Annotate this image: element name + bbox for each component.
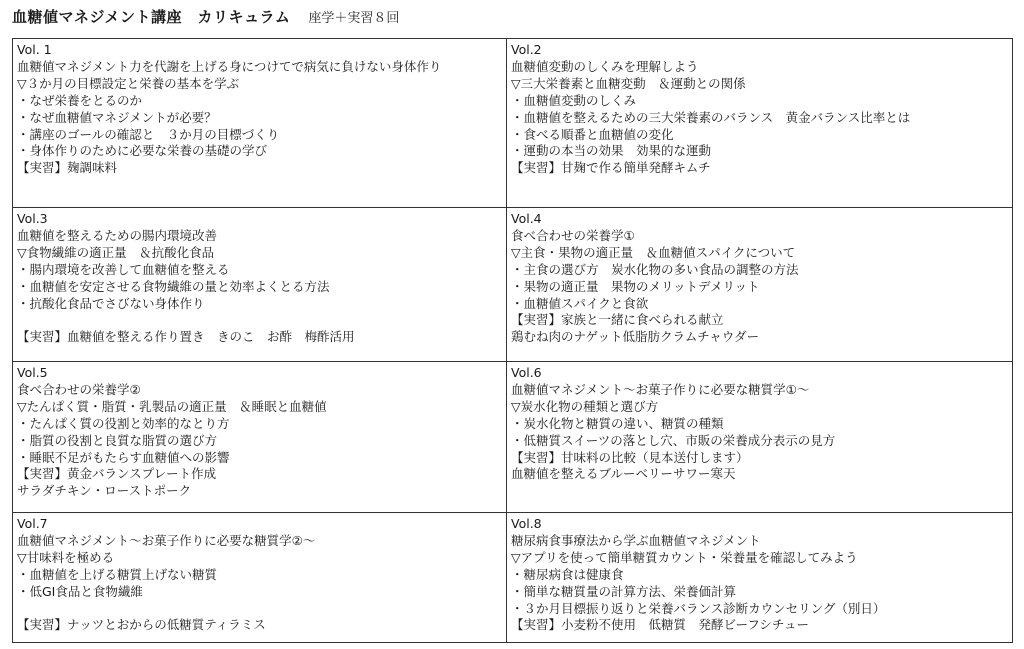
session-vol: Vol.3 xyxy=(17,211,48,226)
session-item: ・簡単な糖質量の計算方法、栄養価計算 xyxy=(511,583,737,599)
session-topic: ▽主食・果物の適正量 ＆血糖値スパイクについて xyxy=(511,244,796,260)
session-item: ・食べる順番と血糖値の変化 xyxy=(511,126,674,142)
session-item: ・３か月目標振り返りと栄養バランス診断カウンセリング（別日） xyxy=(511,600,886,616)
session-vol: Vol.5 xyxy=(17,365,48,380)
curriculum-table xyxy=(12,38,1013,643)
session-theme: 血糖値を整えるための腸内環境改善 xyxy=(17,227,218,243)
session-item: ・血糖値スパイクと食欲 xyxy=(511,295,649,311)
session-theme: 血糖値マネジメント力を代謝を上げる身につけてで病気に負けない身体作り xyxy=(17,58,442,74)
session-theme: 血糖値マネジメント～お菓子作りに必要な糖質学②～ xyxy=(17,532,316,548)
session-vol: Vol.8 xyxy=(511,516,542,531)
session-cell-6 xyxy=(507,362,1012,513)
blank-line xyxy=(17,601,501,618)
session-item: ・血糖値変動のしくみ xyxy=(511,92,637,108)
session-vol: Vol. 1 xyxy=(17,42,52,57)
session-item: ・なぜ血糖値マネジメントが必要？ xyxy=(17,109,217,125)
session-item: ・睡眠不足がもたらす血糖値への影響 xyxy=(17,449,230,465)
session-recipe: 鶏むね肉のナゲット低脂肪クラムチャウダー xyxy=(511,329,760,345)
session-cell-3 xyxy=(13,208,507,362)
session-item: ・主食の選び方 炭水化物の多い食品の調整の方法 xyxy=(511,261,799,277)
blank-line xyxy=(17,312,501,329)
session-recipe: サラダチキン・ローストポーク xyxy=(17,483,192,499)
session-practice: 【実習】家族と一緒に食べられる献立 xyxy=(511,312,724,328)
session-practice: 【実習】甘麹で作る簡単発酵キムチ xyxy=(511,160,711,176)
session-practice: 【実習】血糖値を整える作り置き きのこ お酢 梅酢活用 xyxy=(17,329,355,345)
session-cell-4 xyxy=(507,208,1012,362)
session-cell-1 xyxy=(13,39,507,208)
session-cell-7 xyxy=(13,513,507,642)
page-subtitle: 座学＋実習８回 xyxy=(308,11,400,26)
session-practice: 【実習】麹調味料 xyxy=(17,160,118,176)
session-theme: 糖尿病食事療法から学ぶ血糖値マネジメント xyxy=(511,532,761,548)
session-item: ・低糖質スイーツの落とし穴、市販の栄養成分表示の見方 xyxy=(511,432,836,448)
session-topic: ▽たんぱく質・脂質・乳製品の適正量 ＆睡眠と血糖値 xyxy=(17,398,327,414)
session-cell-2 xyxy=(507,39,1012,208)
session-item: ・炭水化物と糖質の違い、糖質の種類 xyxy=(511,415,724,431)
session-theme: 食べ合わせの栄養学① xyxy=(511,227,635,243)
session-item: ・血糖値を整えるための三大栄養素のバランス 黄金バランス比率とは xyxy=(511,109,911,125)
session-item: ・抗酸化食品でさびない身体作り xyxy=(17,295,205,311)
session-item: ・身体作りのために必要な栄養の基礎の学び xyxy=(17,143,268,159)
session-topic: ▽アプリを使って簡単糖質カウント・栄養量を確認してみよう xyxy=(511,549,858,565)
session-practice: 【実習】甘味料の比較（見本送付します） xyxy=(511,449,749,465)
session-theme: 血糖値マネジメント～お菓子作りに必要な糖質学①～ xyxy=(511,381,810,397)
session-cell-8 xyxy=(507,513,1012,642)
session-topic: ▽炭水化物の種類と選び方 xyxy=(511,398,659,414)
session-item: ・糖尿病食は健康食 xyxy=(511,566,624,582)
session-cell-5 xyxy=(13,362,507,513)
session-item: ・運動の本当の効果 効果的な運動 xyxy=(511,143,712,159)
session-recipe: 血糖値を整えるブルーベリーサワー寒天 xyxy=(511,466,736,482)
session-vol: Vol.6 xyxy=(511,365,542,380)
session-item: ・血糖値を上げる糖質上げない糖質 xyxy=(17,566,218,582)
page-header xyxy=(12,6,399,28)
session-topic: ▽３か月の目標設定と栄養の基本を学ぶ xyxy=(17,75,240,91)
session-vol: Vol.4 xyxy=(511,211,542,226)
session-item: ・果物の適正量 果物のメリットデメリット xyxy=(511,278,760,294)
page-title: 血糖値マネジメント講座 カリキュラム xyxy=(12,8,291,26)
session-item: ・低GI食品と食物繊維 xyxy=(17,583,143,599)
session-theme: 食べ合わせの栄養学② xyxy=(17,381,141,397)
session-item: ・腸内環境を改善して血糖値を整える xyxy=(17,261,230,277)
session-vol: Vol.2 xyxy=(511,42,542,57)
session-item: ・血糖値を安定させる食物繊維の量と効率よくとる方法 xyxy=(17,278,330,294)
session-item: ・講座のゴールの確認と ３か月の目標づくり xyxy=(17,126,280,142)
session-theme: 血糖値変動のしくみを理解しよう xyxy=(511,58,699,74)
session-item: ・たんぱく質の役割と効率的なとり方 xyxy=(17,415,230,431)
session-topic: ▽三大栄養素と血糖変動 ＆運動との関係 xyxy=(511,75,746,91)
session-practice: 【実習】黄金バランスプレート作成 xyxy=(17,466,217,482)
session-item: ・脂質の役割と良質な脂質の選び方 xyxy=(17,432,218,448)
session-practice: 【実習】ナッツとおからの低糖質ティラミス xyxy=(17,617,266,633)
session-item: ・なぜ栄養をとるのか xyxy=(17,92,143,108)
session-topic: ▽甘味料を極める xyxy=(17,549,115,565)
session-topic: ▽食物繊維の適正量 ＆抗酸化食品 xyxy=(17,244,215,260)
session-vol: Vol.7 xyxy=(17,516,48,531)
session-practice: 【実習】小麦粉不使用 低糖質 発酵ビーフシチュー xyxy=(511,617,810,633)
